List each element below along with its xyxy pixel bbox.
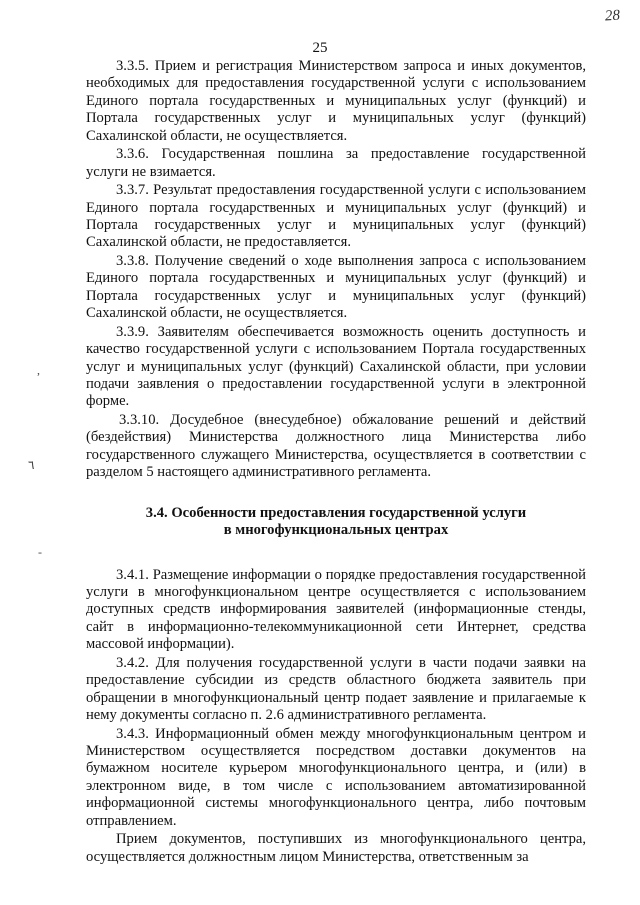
paragraph-document-reception: Прием документов, поступивших из многофункционального центра, осуществляется должностным лицом Министерства, ответственным за: [86, 831, 586, 865]
paragraph-3-3-9: 3.3.9. Заявителям обеспечивается возможность оценить доступность и качество государственной услуги с использованием Портала государственных услуг и муниципальных услуг (функций) Сахалинской области, при условии подачи заявления о предоставлении государственной услуги в электронной форме.: [86, 323, 586, 410]
paragraph-3-4-3: 3.4.3. Информационный обмен между многофункциональным центром и Министерством осуществляется посредством доставки документов на бумажном носителе курьером многофункционального центра, и (или) в электронном виде, в том числе с использованием автоматизированной информационной системы многофункционального центра, либо почтовым отправлением.: [86, 725, 586, 829]
section-heading-line-2: в многофункциональных центрах: [223, 522, 449, 539]
page-number: 25: [312, 40, 328, 56]
paragraph-3-4-1: 3.4.1. Размещение информации о порядке предоставления государственной услуги в многофункциональном центре осуществляется с использованием доступных средств информирования заявителей (информационные стенды, сайт в информационно-телекоммуникационной сети Интернет, средства массовой информации).: [86, 566, 586, 653]
handwritten-sheet-number: 28: [604, 7, 621, 25]
margin-mark: ,: [37, 363, 40, 377]
paragraph-3-3-5: 3.3.5. Прием и регистрация Министерством запроса и иных документов, необходимых для предоставления государственной услуги с использованием Единого портала государственных и муниципальных услуг (функций) и Портала государственных услуг и муниципальных услуг (функций) Сахалинской области, не осуществляется.: [86, 58, 586, 144]
margin-mark: ٦: [28, 458, 35, 472]
margin-mark: -: [38, 545, 42, 559]
paragraph-3-3-7: 3.3.7. Результат предоставления государственной услуги с использованием Единого портала государственных и муниципальных услуг (функций) и Портала государственных услуг и муниципальных услуг (функций) Сахалинской области, не предоставляется.: [86, 182, 586, 251]
paragraph-3-3-8: 3.3.8. Получение сведений о ходе выполнения запроса с использованием Единого портала государственных и муниципальных услуг (функций) и Портала государственных услуг и муниципальных услуг (функций) Сахалинской области, не осуществляется.: [86, 253, 586, 322]
section-heading-3-4: [86, 505, 586, 540]
paragraph-3-3-10: 3.3.10. Досудебное (внесудебное) обжалование решений и действий (бездействия) Министерства должностного лица Министерства либо государственного служащего Министерства, осуществляется в соответствии с разделом 5 настоящего административного регламента.: [86, 412, 586, 481]
paragraph-3-4-2: 3.4.2. Для получения государственной услуги в части подачи заявки на предоставление субсидии из средств областного бюджета заявитель при обращении в многофункциональный центр подает заявление и прилагаемые к нему документы согласно п. 2.6 административного регламента.: [86, 654, 586, 723]
paragraph-3-3-6: 3.3.6. Государственная пошлина за предоставление государственной услуги не взимается.: [86, 146, 586, 180]
section-heading-line-1: 3.4. Особенности предоставления государственной услуги: [145, 504, 527, 521]
document-body: [86, 58, 586, 867]
